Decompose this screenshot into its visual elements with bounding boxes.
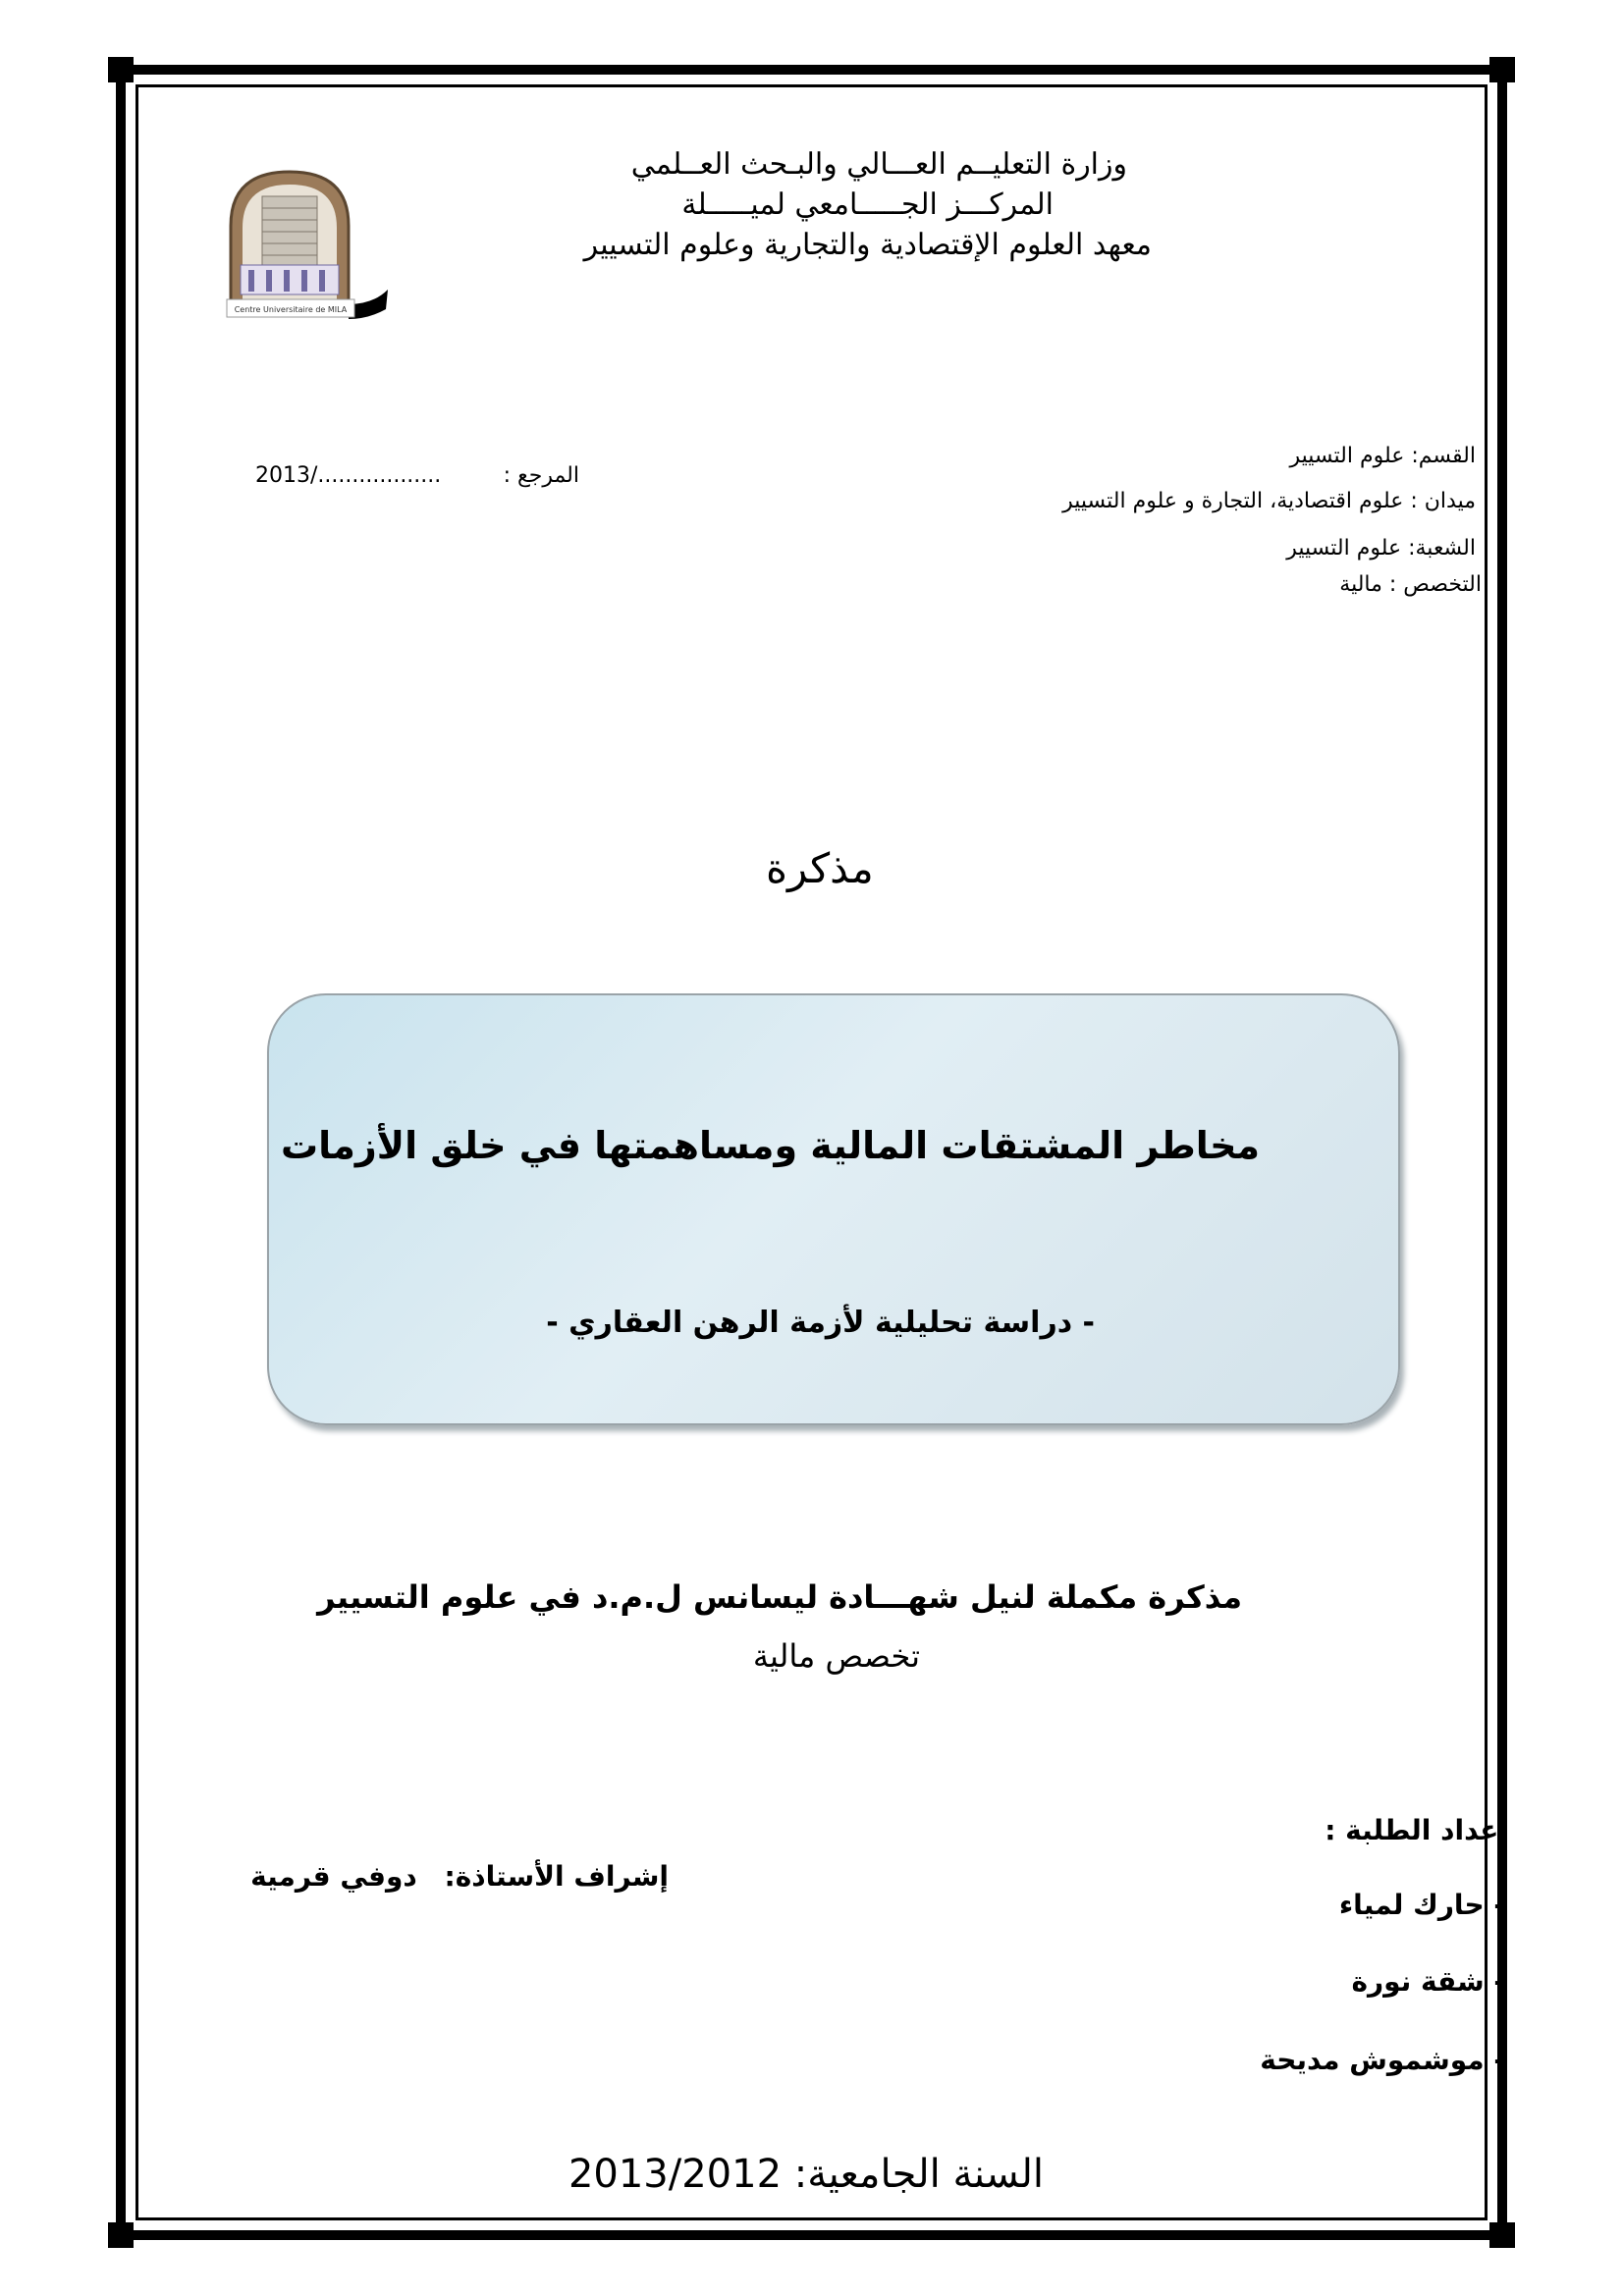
university-logo [201, 157, 393, 329]
reference-label: المرجع : [503, 463, 579, 488]
border-corner [108, 57, 134, 82]
academic-year-value: 2013/2012 [568, 2152, 783, 2197]
specialty-label: التخصص : مالية [1339, 572, 1482, 597]
memo-heading: مذكرة [766, 844, 874, 892]
institute-name: معهد العلوم الإقتصادية والتجارية وعلوم التسيير [583, 228, 1152, 262]
thesis-title: مخاطر المشتقات المالية ومساهمتها في خلق الأزمات [280, 1124, 1260, 1167]
degree-statement: مذكرة مكملة لنيل شهـــادة ليسانس ل.م.د في علوم التسيير [317, 1578, 1242, 1616]
student-name: - موشموش مديحة [1260, 2044, 1505, 2076]
reference-value: 2013/.................. [255, 463, 442, 488]
degree-specialty: تخصص مالية [752, 1637, 920, 1675]
logo-caption: Centre Universitaire de MILA [234, 305, 348, 314]
students-heading: إعداد الطلبة : [1325, 1814, 1508, 1846]
student-name: - حارك لمياء [1338, 1889, 1505, 1921]
academic-year [568, 2152, 1044, 2197]
border-corner [1489, 2222, 1515, 2248]
title-box [267, 993, 1400, 1425]
ministry-name: وزارة التعليــم العـــالي والبـحث العــلمي [630, 147, 1127, 182]
supervisor-name: دوفي قرمية [250, 1860, 417, 1893]
border-corner [108, 2222, 134, 2248]
student-name: - شقة نورة [1351, 1965, 1505, 1998]
supervisor-line [250, 1860, 669, 1893]
supervisor-label: إشراف الأستاذة: [444, 1860, 669, 1893]
field-label: ميدان : علوم اقتصادية، التجارة و علوم التسيير [1062, 489, 1476, 513]
branch-label: الشعبة: علوم التسيير [1286, 536, 1476, 561]
academic-year-label: السنة الجامعية: [793, 2152, 1044, 2197]
university-center-name: المركـــز الجـــــامعي لميـــــلة [681, 187, 1054, 222]
border-corner [1489, 57, 1515, 82]
department-label: القسم: علوم التسيير [1289, 444, 1476, 468]
thesis-subtitle: - دراسة تحليلية لأزمة الرهن العقاري - [546, 1306, 1095, 1340]
